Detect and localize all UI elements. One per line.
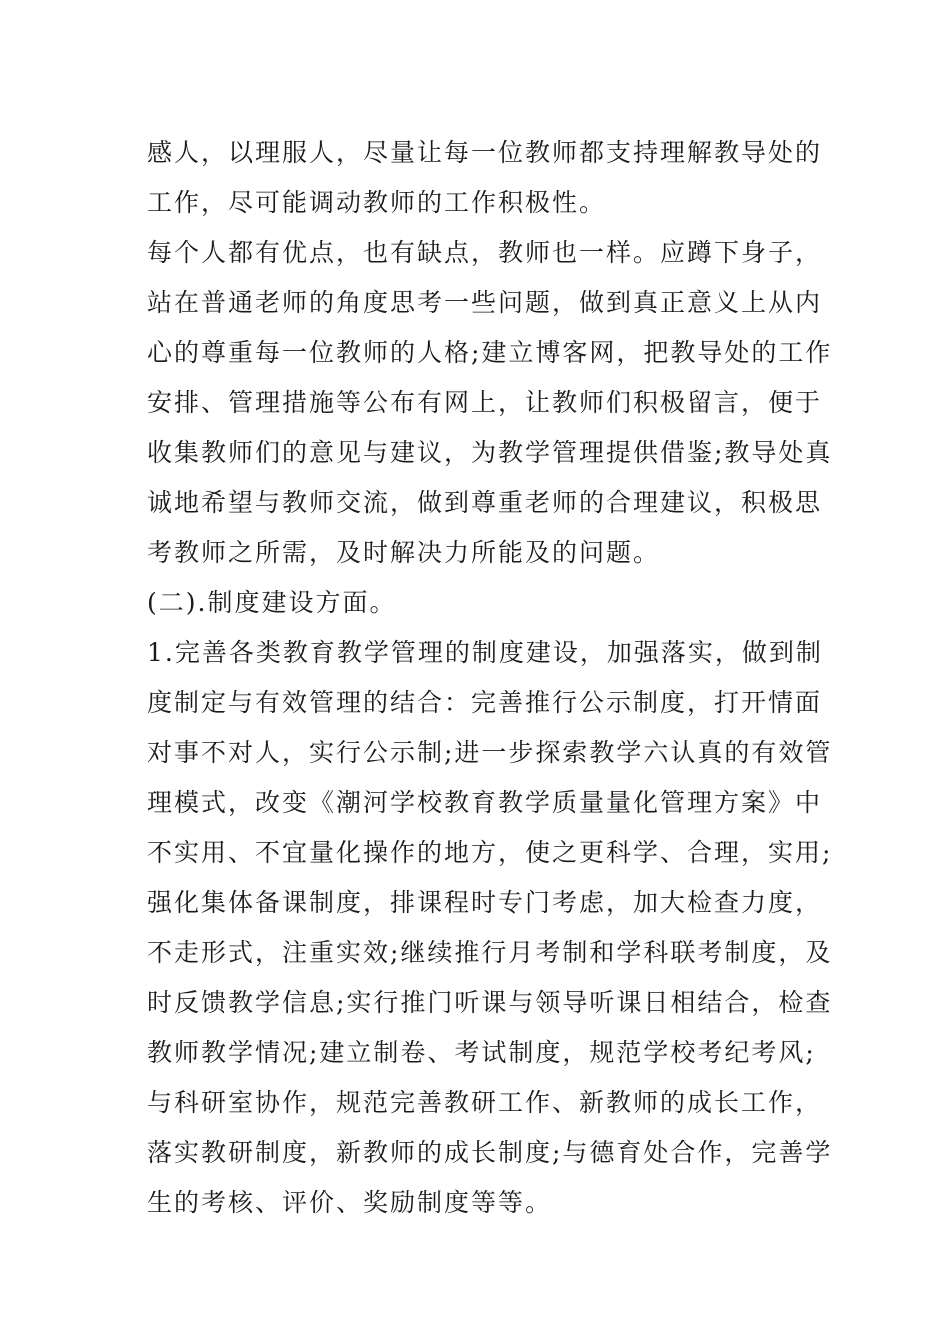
text-line: 收集教师们的意见与建议，为教学管理提供借鉴;教导处真 xyxy=(147,438,833,467)
text-line: 工作，尽可能调动教师的工作积极性。 xyxy=(147,188,607,217)
text-line: 考教师之所需，及时解决力所能及的问题。 xyxy=(147,538,661,567)
text-line: 站在普通老师的角度思考一些问题，做到真正意义上从内 xyxy=(147,288,823,317)
text-line: 落实教研制度，新教师的成长制度;与德育处合作，完善学 xyxy=(147,1138,833,1167)
text-line: 与科研室协作，规范完善教研工作、新教师的成长工作， xyxy=(147,1088,823,1117)
text-line: 不走形式，注重实效;继续推行月考制和学科联考制度，及 xyxy=(147,938,833,967)
text-line: 感人，以理服人，尽量让每一位教师都支持理解教导处的 xyxy=(147,138,823,167)
text-line: 时反馈教学信息;实行推门听课与领导听课日相结合，检查 xyxy=(147,988,833,1017)
section-heading: (二).制度建设方面。 xyxy=(147,588,397,617)
text-line: 对事不对人，实行公示制;进一步探索教学六认真的有效管 xyxy=(147,738,833,767)
document-body xyxy=(147,128,833,1228)
text-line: 强化集体备课制度，排课程时专门考虑，加大检查力度， xyxy=(147,888,823,917)
text-line: 每个人都有优点，也有缺点，教师也一样。应蹲下身子， xyxy=(147,238,823,267)
text-line: 诚地希望与教师交流，做到尊重老师的合理建议，积极思 xyxy=(147,488,823,517)
text-line: 理模式，改变《潮河学校教育教学质量量化管理方案》中 xyxy=(147,788,823,817)
text-line: 不实用、不宜量化操作的地方，使之更科学、合理，实用; xyxy=(147,838,833,867)
text-line: 心的尊重每一位教师的人格;建立博客网，把教导处的工作 xyxy=(147,338,833,367)
text-line: 安排、管理措施等公布有网上，让教师们积极留言，便于 xyxy=(147,388,823,417)
text-line: 生的考核、评价、奖励制度等等。 xyxy=(147,1188,553,1217)
text-line: 1.完善各类教育教学管理的制度建设，加强落实，做到制 xyxy=(147,638,823,667)
text-line: 教师教学情况;建立制卷、考试制度，规范学校考纪考风; xyxy=(147,1038,816,1067)
text-line: 度制定与有效管理的结合：完善推行公示制度，打开情面 xyxy=(147,688,823,717)
